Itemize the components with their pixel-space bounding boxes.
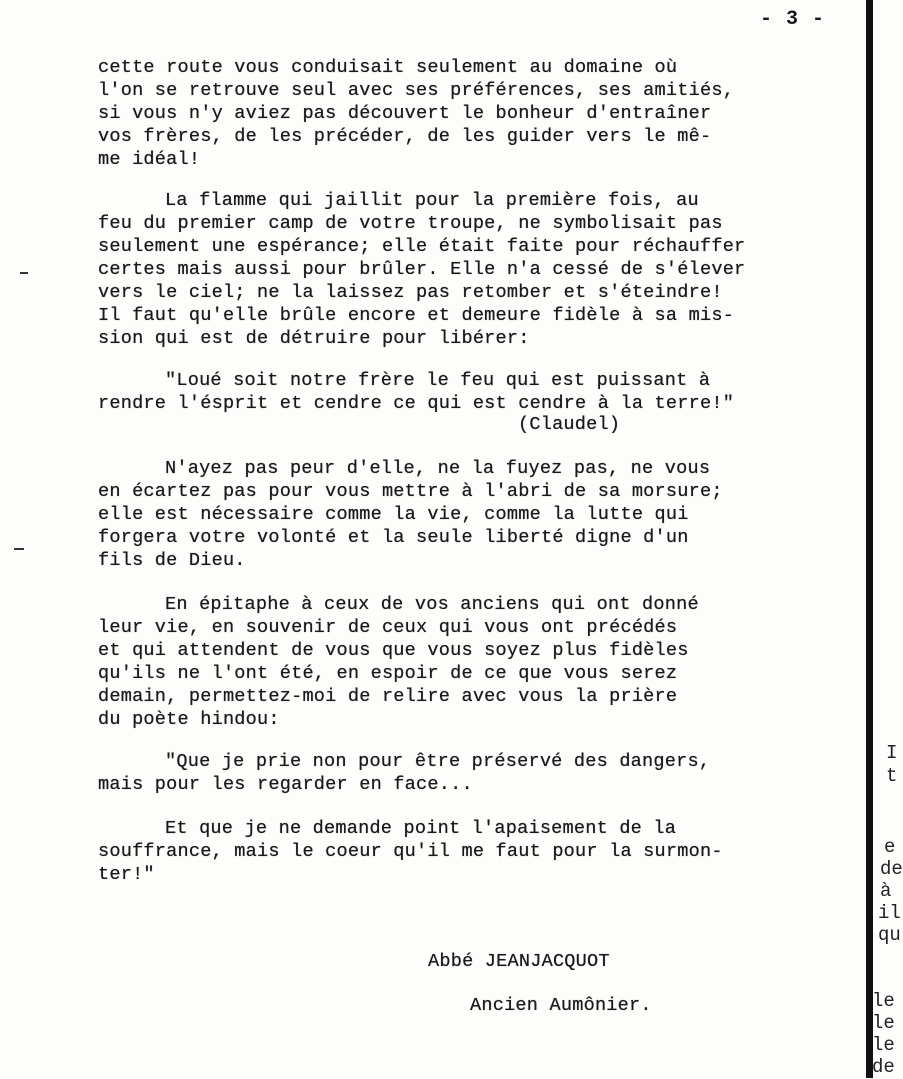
page-number: - 3 - bbox=[760, 8, 826, 31]
margin-mark bbox=[14, 548, 24, 550]
text-line: en écartez pas pour vous mettre à l'abri de sa morsure; bbox=[98, 481, 723, 502]
text-line: qu'ils ne l'ont été, en espoir de ce que vous serez bbox=[98, 663, 678, 684]
adjacent-fragment: le bbox=[872, 1034, 895, 1056]
text-line: leur vie, en souvenir de ceux qui vous ont précédés bbox=[98, 617, 678, 638]
adjacent-fragment: de bbox=[880, 858, 903, 880]
text-line: sion qui est de détruire pour libérer: bbox=[98, 328, 530, 349]
page-edge-divider bbox=[866, 0, 873, 1078]
text-line: N'ayez pas peur d'elle, ne la fuyez pas, ne vous bbox=[165, 458, 711, 479]
adjacent-fragment: il bbox=[878, 902, 901, 924]
adjacent-fragment: I bbox=[886, 742, 898, 764]
text-line: me idéal! bbox=[98, 149, 201, 170]
text-line: feu du premier camp de votre troupe, ne symbolisait pas bbox=[98, 213, 723, 234]
margin-mark bbox=[20, 272, 28, 274]
text-line: demain, permettez-moi de relire avec vous la prière bbox=[98, 686, 678, 707]
quote-line: souffrance, mais le coeur qu'il me faut pour la surmon- bbox=[98, 841, 723, 862]
signature-title: Ancien Aumônier. bbox=[470, 995, 652, 1016]
text-line: vos frères, de les précéder, de les guider vers le mê- bbox=[98, 126, 712, 147]
text-line: seulement une espérance; elle était faite pour réchauffer bbox=[98, 236, 746, 257]
text-line: vers le ciel; ne la laissez pas retomber et s'éteindre! bbox=[98, 282, 723, 303]
text-line: fils de Dieu. bbox=[98, 550, 246, 571]
adjacent-fragment: t bbox=[886, 765, 898, 787]
quote-line: "Que je prie non pour être préservé des dangers, bbox=[165, 751, 711, 772]
adjacent-fragment: le bbox=[872, 990, 895, 1012]
text-line: certes mais aussi pour brûler. Elle n'a cessé de s'élever bbox=[98, 259, 746, 280]
adjacent-fragment: qu bbox=[878, 924, 901, 946]
text-line: Il faut qu'elle brûle encore et demeure fidèle à sa mis- bbox=[98, 305, 735, 326]
adjacent-fragment: e bbox=[884, 836, 896, 858]
text-line: et qui attendent de vous que vous soyez plus fidèles bbox=[98, 640, 689, 661]
quote-line: mais pour les regarder en face... bbox=[98, 774, 473, 795]
quote-line: Et que je ne demande point l'apaisement de la bbox=[165, 818, 677, 839]
text-line: si vous n'y aviez pas découvert le bonheur d'entraîner bbox=[98, 103, 712, 124]
text-line: l'on se retrouve seul avec ses préférences, ses amitiés, bbox=[98, 80, 735, 101]
signature-name: Abbé JEANJACQUOT bbox=[428, 951, 610, 972]
text-line: forgera votre volonté et la seule liberté digne d'un bbox=[98, 527, 689, 548]
text-line: du poète hindou: bbox=[98, 709, 280, 730]
text-line: cette route vous conduisait seulement au domaine où bbox=[98, 57, 678, 78]
quote-line: rendre l'ésprit et cendre ce qui est cendre à la terre!" bbox=[98, 393, 735, 414]
adjacent-fragment: le bbox=[872, 1012, 895, 1034]
quote-attribution: (Claudel) bbox=[518, 414, 621, 435]
text-line: En épitaphe à ceux de vos anciens qui ont donné bbox=[165, 594, 699, 615]
adjacent-fragment: de bbox=[872, 1056, 895, 1078]
adjacent-fragment: à bbox=[880, 880, 892, 902]
text-line: elle est nécessaire comme la vie, comme la lutte qui bbox=[98, 504, 689, 525]
quote-line: "Loué soit notre frère le feu qui est puissant à bbox=[165, 370, 711, 391]
text-line: La flamme qui jaillit pour la première fois, au bbox=[165, 190, 699, 211]
quote-line: ter!" bbox=[98, 864, 155, 885]
